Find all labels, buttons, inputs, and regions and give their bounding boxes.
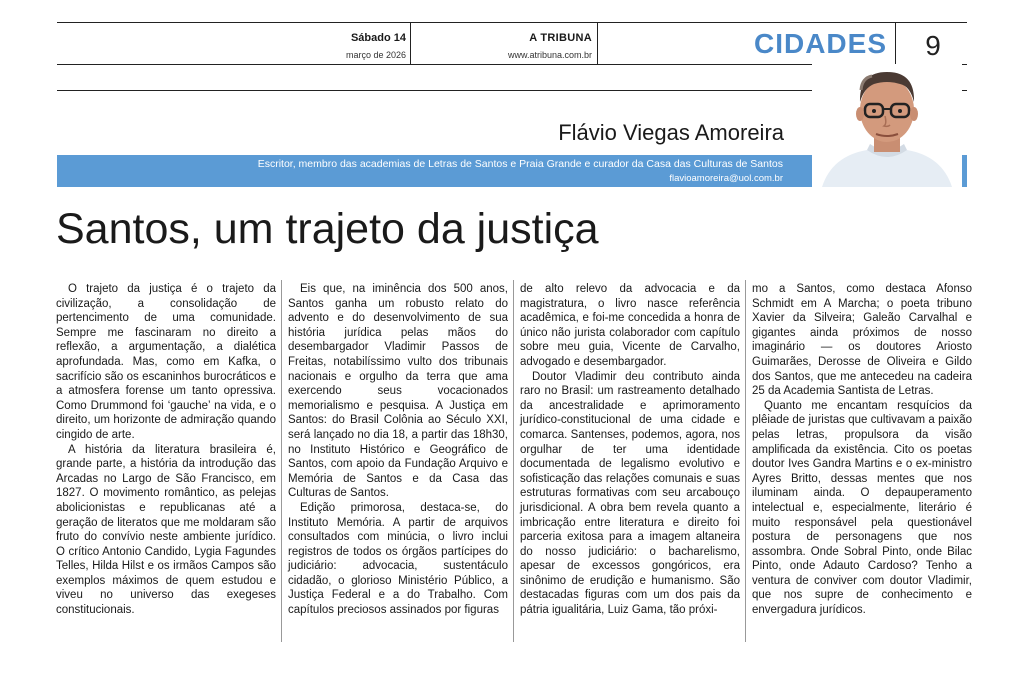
- column-separator: [281, 280, 282, 642]
- column-separator: [513, 280, 514, 642]
- paragraph: Edição primorosa, destaca-se, do Instituto Memória. A partir de arquivos consultados com minúcia, o livro inclui registros de todos os órgãos partícipes do judiciário: advocacia, sustentáculo cidadão, o glorioso Ministério Público, a Justiça Federal e a do Trabalho. Com capítulos preciosos assinados por figuras: [288, 501, 508, 617]
- author-bio: Escritor, membro das academias de Letras de Santos e Praia Grande e curador da Casa das Culturas de Santos: [257, 158, 783, 170]
- paragraph: Eis que, na iminência dos 500 anos, Santos ganha um robusto relato do advento e do desenvolvimento de sua história jurídica pelas mãos do desembargador Vladimir Passos de Freitas, notabilíssimo vulto dos tribunais nacionais e orgulho da terra que ama exercendo seus vocacionados memorialismo e pesquisa. A Justiça em Santos: do Brasil Colônia ao Século XXI, será lançado no dia 18, a partir das 18h30, no Instituto Histórico e Geográfico de Santos, com apoio da Fundação Arquivo e Memória de Santos e da Casa das Culturas de Santos.: [288, 283, 508, 500]
- newspaper-name: A TRIBUNA: [529, 32, 592, 44]
- paragraph: O trajeto da justiça é o trajeto da civilização, a consolidação de pertencimento de uma comunidade. Sempre me fascinaram no direito a reflexão, a argumentação, a dialética aprofundada. Mas, como em Kafka, o sacrifício são os escaninhos burocráticos e a atmosfera forense um tanto opressiva. Como Drummond foi ‘gauche’ na vida, e o direito, um horizonte de admiração quando cingido de arte.: [56, 283, 276, 441]
- author-email: flavioamoreira@uol.com.br: [669, 173, 783, 184]
- article-column-1: [56, 282, 276, 618]
- header-separator: [895, 22, 896, 64]
- column-separator: [745, 280, 746, 642]
- article-column-2: [288, 282, 508, 618]
- article-column-4: [752, 282, 972, 618]
- top-rule: [57, 22, 967, 23]
- header-separator: [597, 22, 598, 64]
- paragraph: Quanto me encantam resquícios da plêiade de juristas que cultivavam a paixão pelas letras, propulsora da visão amplificada da existência. Cito os poetas doutor Ives Gandra Martins e o ex-ministro Ayres Britto, dessas mentes que nos iluminam ainda. O depauperamento intelectual e, especialmente, literário é muito responsável pela questionável postura de personagens que nos assombra. Onde Sobral Pinto, onde Bilac Pinto, onde Adauto Cardoso? Tenho a ventura de conviver com doutor Vladimir, que nos supre de conhecimento e envergadura jurídicos.: [752, 399, 972, 617]
- section-title: CIDADES: [753, 28, 887, 59]
- edition-month: março de 2026: [345, 50, 406, 60]
- page-number: 9: [925, 30, 941, 61]
- author-portrait: [812, 64, 962, 187]
- article-column-3: [520, 282, 740, 618]
- article-title: Santos, um trajeto da justiça: [56, 205, 599, 253]
- paragraph: mo a Santos, como destaca Afonso Schmidt em A Marcha; o poeta tribuno Xavier da Silveira; Galeão Carvalhal e gigantes ainda próximos de nosso imaginário — os doutores Ariosto Guimarães, Derosse de Oliveira e Gildo dos Santos, que me antecedeu na cadeira 25 da Academia Santista de Letras.: [752, 283, 972, 398]
- paragraph: A história da literatura brasileira é, grande parte, a história da introdução das Arcadas no Largo de São Francisco, em 1827. O movimento romântico, as pelejas abolicionistas e republicanas até a geração de literatos que me moldaram são fruto do convívio neste ambiente jurídico. O crítico Antonio Candido, Lygia Fagundes Telles, Hilda Hilst e os irmãos Campos são exemplos máximos de quem estudou e viveu no universo das exegeses constitucionais.: [56, 443, 276, 617]
- author-name: Flávio Viegas Amoreira: [558, 120, 784, 145]
- header-separator: [410, 22, 411, 64]
- paragraph: de alto relevo da advocacia e da magistratura, o livro nasce referência acadêmica, e foi-me concedida a honra de único não jurista colaborador com capítulo sobre meu guia, Vicente de Carvalho, advogado e desembargador.: [520, 283, 740, 368]
- newspaper-website: www.atribuna.com.br: [507, 50, 592, 60]
- edition-day: Sábado 14: [350, 32, 406, 44]
- paragraph: Doutor Vladimir deu contributo ainda raro no Brasil: um rastreamento detalhado da ancestralidade e aprimoramento jurídico-constitucional de uma cidade e comarca. Santenses, podemos, agora, nos orgulhar de ter uma identidade documentada de legalismo evolutivo e sofisticação das relações comunais e suas estruturas formativas com seu arcabouço jurisdicional. A obra bem revela quanto a imbricação entre literatura e direito foi parceria exitosa para a imagem altaneira do nosso judiciário: o bacharelismo, apesar de excessos gongóricos, era sinônimo de erudição e humanismo. São destacadas figuras com um dos pais da pátria igualitária, Luiz Gama, tão próxi-: [520, 370, 740, 617]
